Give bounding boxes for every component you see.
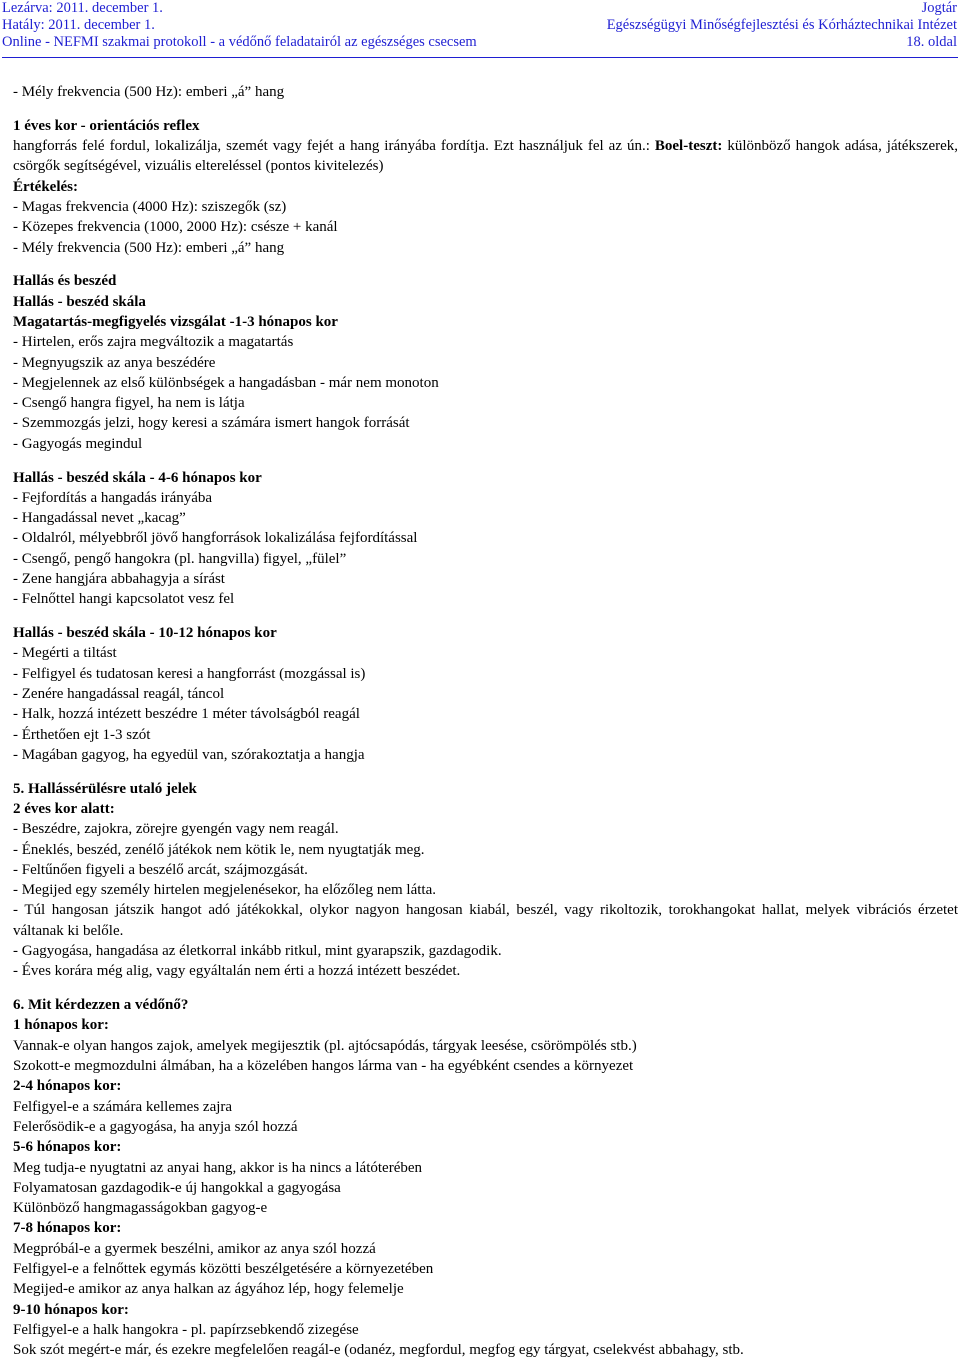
header-document-title: Online - NEFMI szakmai protokoll - a védőnő feladatairól az egészséges csecsem (2, 34, 477, 50)
paragraph: hangforrás felé fordul, lokalizálja, szemét vagy fejét a hang irányába fordítja. Ezt használjuk fel az ún.: Boel-teszt: különböző hangok adása, játékszerek, csörgők segítségével, vizuális eltereléssel (pontos kivitelezés) (13, 138, 959, 175)
subheading: 7-8 hónapos kor: (13, 1220, 122, 1237)
list-item: - Érthetően ejt 1-3 szót (13, 726, 151, 743)
list-item: Folyamatosan gazdagodik-e új hangokkal a gagyogása (13, 1179, 341, 1196)
list-item: - Magas frekvencia (4000 Hz): sziszegők (sz) (13, 198, 287, 215)
list-item: - Hangadással nevet „kacag” (13, 510, 186, 527)
list-item: Meg tudja-e nyugtatni az anyai hang, akkor is ha nincs a látóterében (13, 1159, 423, 1176)
list-item: Felfigyel-e a halk hangokra - pl. papírzsebkendő zizegése (13, 1321, 359, 1338)
subheading: 9-10 hónapos kor: (13, 1301, 129, 1318)
list-item: - Felnőttel hangi kapcsolatot vesz fel (13, 591, 235, 608)
subheading: Értékelés: (13, 178, 78, 195)
list-item: Megpróbál-e a gyermek beszélni, amikor az anya szól hozzá (13, 1240, 376, 1257)
list-item: - Szemmozgás jelzi, hogy keresi a számára ismert hangok forrását (13, 415, 410, 432)
list-item: Felerősödik-e a gagyogása, ha anyja szól hozzá (13, 1118, 298, 1135)
header-institute: Egészségügyi Minőségfejlesztési és Kórháztechnikai Intézet (606, 17, 957, 33)
list-item: Felfigyel-e a felnőttek egymás közötti beszélgetésére a környezetében (13, 1261, 434, 1278)
list-item: - Közepes frekvencia (1000, 2000 Hz): csésze + kanál (13, 219, 338, 236)
subheading: 1 hónapos kor: (13, 1017, 109, 1034)
list-item: - Gagyogás megindul (13, 435, 143, 452)
section-heading: Hallás - beszéd skála - 10-12 hónapos kor (13, 625, 277, 642)
list-item: - Fejfordítás a hangadás irányába (13, 489, 213, 506)
list-item: Vannak-e olyan hangos zajok, amelyek megijesztik (pl. ajtócsapódás, tárgyak leesése, csörömpölés stb.) (13, 1037, 637, 1054)
section-heading: 6. Mit kérdezzen a védőnő? (13, 997, 189, 1014)
subheading: 2 éves kor alatt: (13, 801, 115, 817)
list-item: - Mély frekvencia (500 Hz): emberi „á” hang (13, 84, 285, 100)
list-item: - Halk, hozzá intézett beszédre 1 méter távolságból reagál (13, 706, 360, 723)
list-item: - Magában gagyog, ha egyedül van, szórakoztatja a hangja (13, 746, 365, 763)
subheading: Magatartás-megfigyelés vizsgálat -1-3 hónapos kor (13, 313, 338, 330)
header-closed-date: Lezárva: 2011. december 1. (2, 0, 163, 16)
list-item: - Túl hangosan játszik hangot adó játékokkal, olykor nagyon hangosan kiabál, beszél, vagy rikoltozik, torokhangokat hallat, melyek vibrációs érzetet váltanak ki belőle. (13, 902, 958, 939)
list-item: Szokott-e megmozdulni álmában, ha a közelében hangos lárma van - ha egyébként csendes a környezet (13, 1058, 634, 1075)
list-item: - Hirtelen, erős zajra megváltozik a magatartás (13, 334, 294, 351)
list-item: - Éneklés, beszéd, zenélő játékok nem kötik le, nem nyugtatják meg. (13, 841, 425, 858)
list-item: - Éves korára még alig, vagy egyáltalán nem érti a hozzá intézett beszédet. (13, 963, 461, 980)
list-item: - Felfigyel és tudatosan keresi a hangforrást (mozgással is) (13, 665, 366, 682)
subheading: Hallás - beszéd skála (13, 293, 146, 310)
list-item: - Feltűnően figyeli a beszélő arcát, szájmozgását. (13, 861, 308, 878)
section-heading: 5. Hallássérülésre utaló jelek (13, 780, 197, 797)
list-item: Megijed-e amikor az anya halkan az ágyához lép, hogy felemelje (13, 1281, 404, 1298)
list-item: - Megérti a tiltást (13, 645, 117, 662)
list-item: Sok szót megért-e már, és ezekre megfelelően reagál-e (odanéz, megfordul, megfog egy tárgyat, cselekvést abbahagy, stb. (13, 1342, 744, 1359)
subheading: 5-6 hónapos kor: (13, 1139, 122, 1156)
list-item: - Megijed egy személy hirtelen megjelenésekor, ha előzőleg nem látta. (13, 882, 436, 899)
list-item: - Csengő hangra figyel, ha nem is látja (13, 395, 245, 412)
subheading: 2-4 hónapos kor: (13, 1078, 122, 1095)
inline-term: Boel-teszt: (654, 138, 723, 155)
document-body (13, 82, 958, 1361)
page-header (0, 0, 960, 60)
section-heading: 1 éves kor - orientációs reflex (13, 117, 200, 134)
header-source: Jogtár (921, 0, 957, 16)
list-item: Felfigyel-e a számára kellemes zajra (13, 1098, 233, 1115)
list-item: - Mély frekvencia (500 Hz): emberi „á” hang (13, 239, 285, 256)
list-item: - Beszédre, zajokra, zörejre gyengén vagy nem reagál. (13, 821, 339, 838)
header-effective-date: Hatály: 2011. december 1. (2, 17, 155, 33)
list-item: - Megnyugszik az anya beszédére (13, 354, 216, 371)
header-divider (2, 57, 958, 58)
header-page-number: 18. oldal (906, 34, 957, 50)
list-item: - Gagyogása, hangadása az életkorral inkább ritkul, mint gyarapszik, gazdagodik. (13, 943, 502, 960)
list-item: - Megjelennek az első különbségek a hangadásban - már nem monoton (13, 374, 439, 391)
list-item: Különböző hangmagasságokban gagyog-e (13, 1200, 268, 1217)
list-item: - Zenére hangadással reagál, táncol (13, 686, 225, 703)
list-item: - Csengő, pengő hangokra (pl. hangvilla) figyel, „fülel” (13, 550, 347, 567)
list-item: - Zene hangjára abbahagyja a sírást (13, 571, 225, 588)
list-item: - Oldalról, mélyebbről jövő hangforrások lokalizálása fejfordítással (13, 530, 418, 547)
section-heading: Hallás - beszéd skála - 4-6 hónapos kor (13, 469, 262, 486)
section-heading: Hallás és beszéd (13, 273, 117, 290)
